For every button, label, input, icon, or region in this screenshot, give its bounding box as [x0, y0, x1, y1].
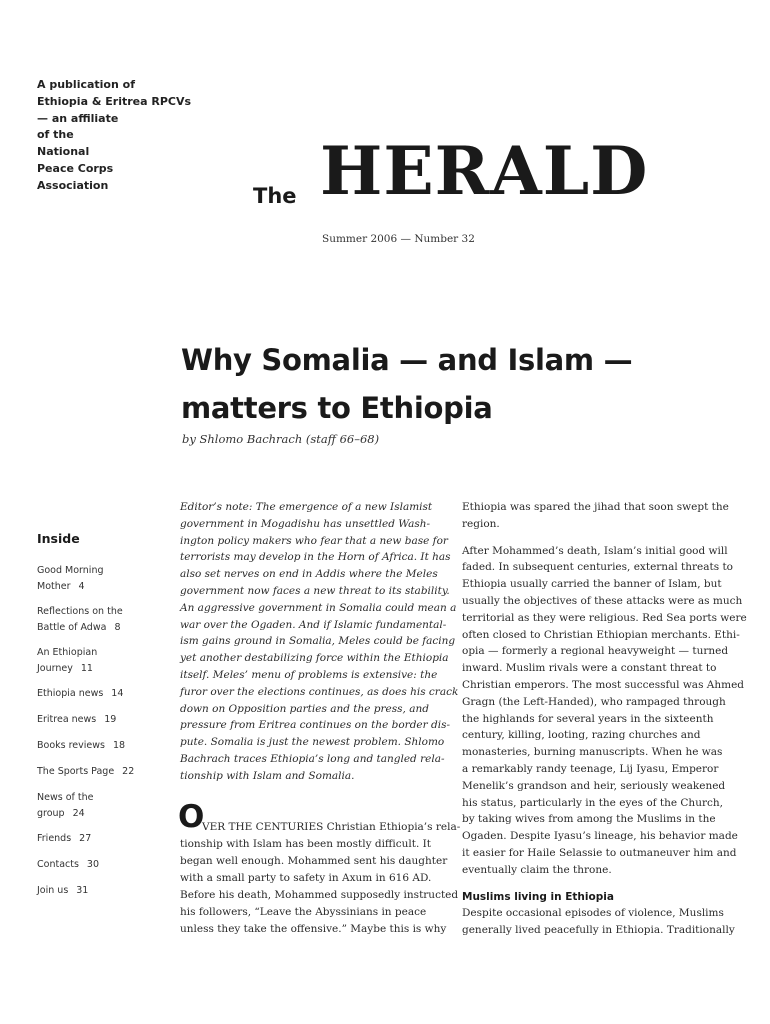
toc-item-page: 31 — [76, 885, 89, 896]
masthead-the: The — [253, 184, 297, 208]
text-line: tionship with Islam has been mostly difficult. It — [180, 838, 432, 850]
text-line: unless they take the offensive.” Maybe this is why — [180, 923, 447, 935]
text-line: the highlands for several years in the sixteenth — [462, 712, 714, 725]
text-line: Despite occasional episodes of violence, Muslims — [462, 907, 724, 920]
text-line: generally lived peacefully in Ethiopia. Traditionally — [462, 924, 735, 937]
toc-item-page: 30 — [86, 859, 100, 870]
text-line: ism gains ground in Somalia, Meles could be facing — [180, 635, 456, 648]
toc-item-label: Journey — [37, 663, 73, 674]
toc-item[interactable] — [37, 686, 157, 702]
publication-note — [37, 77, 192, 195]
text-line: Before his death, Mohammed supposedly instructed — [180, 889, 459, 901]
toc-item[interactable] — [37, 712, 157, 728]
text-line: Editor’s note: The emergence of a new Islamist — [180, 501, 433, 513]
toc-item-page: 8 — [114, 622, 121, 633]
toc-item-page: 22 — [122, 766, 135, 777]
toc-item-label: Join us — [37, 885, 69, 896]
publication-note-line: Ethiopia & Eritrea RPCVs — [37, 94, 192, 108]
toc-item-label: Ethiopia news — [37, 688, 104, 699]
text-line: yet another destabilizing force within the Ethiopia — [180, 652, 449, 665]
publication-note-line: Association — [37, 178, 109, 192]
publication-note-line: — an affiliate — [37, 111, 119, 125]
text-line: Ethiopia usually carried the banner of Islam, but — [462, 578, 722, 591]
toc-item-page: 11 — [80, 663, 93, 674]
text-line: by taking wives from among the Muslims in the — [462, 813, 716, 826]
article-body-col1 — [180, 808, 461, 938]
toc-item[interactable] — [37, 883, 157, 899]
text-line: usually the objectives of these attacks were as much — [462, 594, 743, 607]
text-line: Menelik’s grandson and heir, seriously weakened — [462, 779, 726, 792]
toc-item[interactable] — [37, 857, 157, 873]
text-line: An aggressive government in Somalia could mean a — [180, 601, 457, 614]
text-line: a remarkably randy teenage, Lij Iyasu, Emperor — [462, 762, 719, 775]
text-line: his status, particularly in the eyes of the Church, — [462, 796, 723, 809]
article-headline — [181, 336, 701, 432]
text-line: pute. Somalia is just the newest problem. Shlomo — [180, 736, 445, 749]
toc-item[interactable] — [37, 645, 157, 677]
text-line: government now faces a new threat to its stability. — [180, 584, 450, 597]
text-line: Gragn (the Left-Handed), who rampaged through — [462, 695, 726, 708]
text-line: Christian emperors. The most successful was Ahmed — [462, 678, 745, 691]
publication-note-line: Peace Corps — [37, 161, 114, 175]
inside-heading: Inside — [37, 531, 80, 546]
text-line: itself. Meles’ menu of problems is extensive: the — [180, 668, 438, 681]
toc-item-page: 18 — [112, 740, 126, 751]
text-line: Ethiopia was spared the jihad that soon swept the — [462, 501, 729, 513]
article-body-col2 — [462, 499, 747, 939]
issue-info: Summer 2006 — Number 32 — [322, 233, 475, 245]
toc-item-label: Friends — [37, 833, 72, 844]
toc-item-label: Good Morning — [37, 565, 104, 576]
text-line: with a small party to safety in Axum in 616 AD. — [180, 872, 432, 884]
toc-item-page: 19 — [104, 714, 117, 725]
publication-note-line: A publication of — [37, 78, 135, 91]
toc-item-label: Mother — [37, 581, 71, 592]
text-line: century, killing, looting, razing churches and — [462, 729, 701, 742]
text-line: it easier for Haile Selassie to outmaneuver him and — [462, 846, 737, 859]
text-line: war over the Ogaden. And if Islamic fundamental- — [180, 618, 447, 631]
toc-item-label: Reflections on the — [37, 606, 123, 617]
toc-item[interactable] — [37, 790, 157, 822]
text-line: his followers, “Leave the Abyssinians in peace — [180, 906, 427, 918]
toc-item-label: Books reviews — [37, 740, 105, 751]
toc-item-page: 14 — [111, 688, 124, 699]
text-line: monasteries, burning manuscripts. When he was — [462, 746, 723, 759]
text-line: Bachrach traces Ethiopia’s long and tangled rela- — [180, 752, 445, 765]
toc-item-label: Battle of Adwa — [37, 622, 107, 633]
toc-item[interactable] — [37, 738, 157, 754]
toc-item[interactable] — [37, 831, 157, 847]
text-line: VER THE CENTURIES Christian Ethiopia’s rela- — [202, 821, 461, 833]
toc-item-label: The Sports Page — [37, 766, 115, 777]
editors-note — [180, 499, 459, 785]
toc-item-page: 4 — [78, 581, 85, 592]
text-line: Ogaden. Despite Iyasu’s lineage, his behavior made — [462, 830, 738, 843]
publication-note-line: National — [37, 145, 90, 159]
publication-note-line: of the — [37, 128, 74, 142]
text-line: ington policy makers who fear that a new base for — [180, 534, 448, 547]
toc-item[interactable] — [37, 764, 157, 780]
toc-item-label: An Ethiopian — [37, 647, 98, 658]
drop-cap: O — [178, 799, 205, 835]
masthead-title: HERALD — [320, 132, 649, 210]
text-line: faded. In subsequent centuries, external threats to — [462, 561, 733, 574]
toc-item-page: 24 — [72, 808, 85, 819]
text-line: tionship with Islam and Somalia. — [180, 769, 355, 782]
toc-item[interactable] — [37, 563, 157, 595]
headline-line: matters to Ethiopia — [181, 391, 493, 425]
text-line: began well enough. Mohammed sent his daughter — [180, 855, 448, 867]
text-line: government in Mogadishu has unsettled Wash- — [180, 517, 431, 530]
text-line: pressure from Eritrea continues on the border dis- — [180, 719, 451, 732]
byline: by Shlomo Bachrach (staff 66–68) — [182, 432, 380, 446]
toc-item-label: Contacts — [37, 859, 79, 870]
text-line: also set nerves on end in Addis where the Meles — [180, 568, 438, 581]
text-line: region. — [462, 517, 500, 530]
text-line: down on Opposition parties and the press, and — [180, 702, 429, 715]
text-line: terrorists may develop in the Horn of Africa. It has — [180, 551, 451, 564]
toc-item-label: Eritrea news — [37, 714, 97, 725]
section-subhead: Muslims living in Ethiopia — [462, 890, 614, 903]
text-line: territorial as they were religious. Red Sea ports were — [462, 611, 747, 624]
headline-line: Why Somalia — and Islam — — [181, 343, 633, 377]
toc-item-label: News of the — [37, 792, 94, 803]
text-line: After Mohammed’s death, Islam’s initial good will — [462, 544, 728, 557]
text-line: inward. Muslim rivals were a constant threat to — [462, 662, 717, 675]
text-line: eventually claim the throne. — [462, 863, 612, 876]
text-line: opia — formerly a regional heavyweight — turned — [462, 645, 729, 658]
toc-item-label: group — [37, 808, 65, 819]
text-line: often closed to Christian Ethiopian merchants. Ethi- — [462, 628, 740, 641]
text-line: furor over the elections continues, as does his crack — [180, 685, 459, 698]
toc-item[interactable] — [37, 604, 157, 636]
toc-item-page: 27 — [79, 833, 92, 844]
